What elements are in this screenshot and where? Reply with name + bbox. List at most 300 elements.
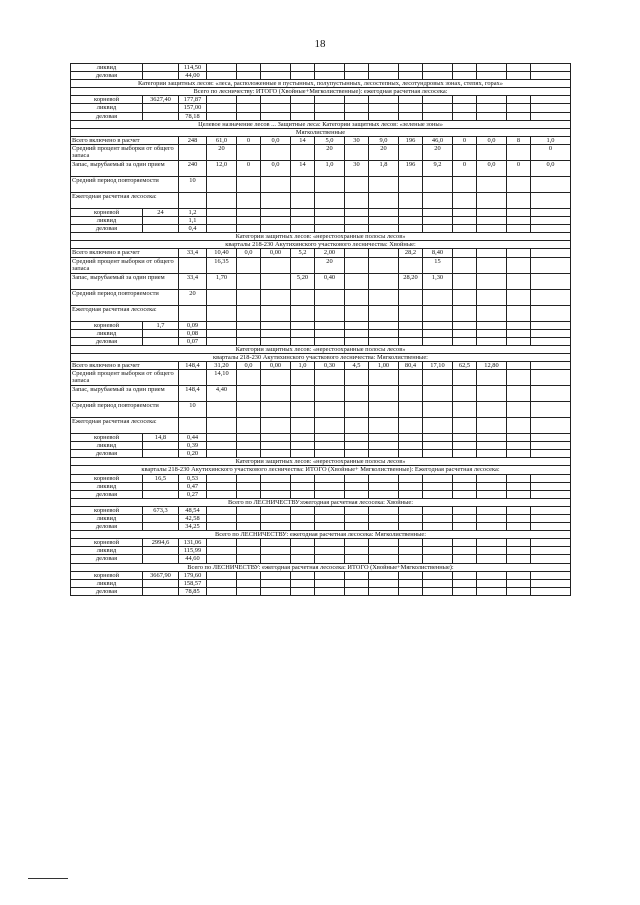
cell-value: [453, 72, 477, 80]
cell-value: 115,99: [179, 547, 207, 555]
table-row: [71, 345, 571, 353]
cell-value: [291, 474, 315, 482]
cell-value: [423, 72, 453, 80]
cell-value: [143, 450, 179, 458]
row-label: Средний период повторяемости: [71, 402, 179, 418]
cell-value: [237, 257, 261, 273]
cell-value: 10,40: [207, 249, 237, 257]
cell-value: [315, 225, 345, 233]
cell-value: 0: [453, 160, 477, 176]
cell-value: [291, 450, 315, 458]
cell-value: [237, 547, 261, 555]
cell-value: [477, 337, 507, 345]
cell-value: [315, 555, 345, 563]
table-row: [71, 208, 571, 216]
cell-value: [143, 337, 179, 345]
cell-value: 80,4: [399, 361, 423, 369]
cell-value: 24: [143, 208, 179, 216]
cell-value: [207, 587, 237, 595]
cell-value: [345, 217, 369, 225]
cell-value: [531, 579, 571, 587]
cell-value: [507, 571, 531, 579]
table-row: [71, 96, 571, 104]
row-label: Средний процент выборки от общего запаса: [71, 144, 179, 160]
cell-value: [477, 112, 507, 120]
cell-value: [261, 208, 291, 216]
cell-value: [261, 434, 291, 442]
cell-value: [143, 579, 179, 587]
cell-value: 148,4: [179, 361, 207, 369]
table-row: [71, 450, 571, 458]
cell-value: [345, 547, 369, 555]
cell-value: 0,0: [261, 136, 291, 144]
cell-value: [399, 225, 423, 233]
table-row: [71, 571, 571, 579]
cell-value: [399, 587, 423, 595]
table-row: [71, 458, 571, 466]
row-label: Средний процент выборки от общего запаса: [71, 257, 179, 273]
cell-value: [207, 579, 237, 587]
row-label: ликвид: [71, 64, 143, 72]
cell-value: [423, 96, 453, 104]
cell-value: [399, 555, 423, 563]
cell-value: [143, 547, 179, 555]
cell-value: [399, 257, 423, 273]
cell-value: [531, 474, 571, 482]
cell-value: [453, 571, 477, 579]
cell-value: [399, 547, 423, 555]
cell-value: [315, 442, 345, 450]
cell-value: [261, 217, 291, 225]
cell-value: [423, 579, 453, 587]
cell-value: [237, 176, 261, 192]
cell-value: [399, 418, 423, 434]
cell-value: [315, 547, 345, 555]
cell-value: [399, 96, 423, 104]
cell-value: [207, 555, 237, 563]
cell-value: [423, 474, 453, 482]
cell-value: [291, 217, 315, 225]
cell-value: [453, 257, 477, 273]
cell-value: [345, 587, 369, 595]
cell-value: [237, 579, 261, 587]
cell-value: [369, 506, 399, 514]
section-heading: кварталы 218-230 Акутихинского участкового лесничества: ИТОГО (Хвойные+ Мягколиственные): Ежегодная расчетная лесосека:: [71, 466, 571, 474]
cell-value: [507, 176, 531, 192]
cell-value: 8: [507, 136, 531, 144]
cell-value: [237, 386, 261, 402]
cell-value: [237, 305, 261, 321]
row-label: Всего включено в расчет: [71, 361, 179, 369]
cell-value: 78,18: [179, 112, 207, 120]
cell-value: [477, 72, 507, 80]
cell-value: [477, 273, 507, 289]
cell-value: 4,5: [345, 361, 369, 369]
table-row: [71, 418, 571, 434]
cell-value: [345, 192, 369, 208]
cell-value: [453, 523, 477, 531]
cell-value: [531, 208, 571, 216]
cell-value: [291, 555, 315, 563]
table-row: [71, 329, 571, 337]
cell-value: [207, 321, 237, 329]
cell-value: [399, 208, 423, 216]
cell-value: [477, 579, 507, 587]
cell-value: [237, 289, 261, 305]
cell-value: [261, 571, 291, 579]
cell-value: [453, 144, 477, 160]
cell-value: [345, 112, 369, 120]
cell-value: [423, 192, 453, 208]
table-row: [71, 539, 571, 547]
row-label: Ежегодная расчетная лесосека:: [71, 192, 179, 208]
cell-value: [399, 571, 423, 579]
cell-value: 48,54: [179, 506, 207, 514]
cell-value: [345, 386, 369, 402]
cell-value: [507, 225, 531, 233]
cell-value: [423, 434, 453, 442]
cell-value: [453, 64, 477, 72]
table-row: [71, 361, 571, 369]
cell-value: [207, 434, 237, 442]
cell-value: [315, 329, 345, 337]
cell-value: [531, 192, 571, 208]
cell-value: [315, 539, 345, 547]
row-label: ликвид: [71, 547, 143, 555]
cell-value: [207, 337, 237, 345]
row-label: ликвид: [71, 329, 143, 337]
cell-value: [237, 144, 261, 160]
cell-value: [477, 482, 507, 490]
cell-value: [531, 72, 571, 80]
cell-value: 4,40: [207, 386, 237, 402]
row-label: деловая: [71, 225, 143, 233]
cell-value: [345, 370, 369, 386]
cell-value: [531, 402, 571, 418]
cell-value: 9,2: [423, 160, 453, 176]
cell-value: [507, 547, 531, 555]
cell-value: [207, 176, 237, 192]
cell-value: [531, 112, 571, 120]
cell-value: [531, 442, 571, 450]
cell-value: [477, 144, 507, 160]
cell-value: [207, 515, 237, 523]
cell-value: [369, 547, 399, 555]
cell-value: [143, 112, 179, 120]
cell-value: [237, 329, 261, 337]
cell-value: [345, 72, 369, 80]
cell-value: [399, 289, 423, 305]
cell-value: 0,47: [179, 482, 207, 490]
cell-value: [237, 337, 261, 345]
table-row: [71, 160, 571, 176]
cell-value: [261, 176, 291, 192]
cell-value: 20: [423, 144, 453, 160]
cell-value: [531, 386, 571, 402]
cell-value: [507, 72, 531, 80]
table-row: [71, 289, 571, 305]
cell-value: [477, 571, 507, 579]
cell-value: [143, 329, 179, 337]
row-label: ликвид: [71, 515, 143, 523]
cell-value: [345, 104, 369, 112]
cell-value: [477, 305, 507, 321]
cell-value: [531, 506, 571, 514]
cell-value: [531, 418, 571, 434]
cell-value: [345, 418, 369, 434]
cell-value: [207, 217, 237, 225]
row-label: Всего включено в расчет: [71, 136, 179, 144]
table-row: [71, 88, 571, 96]
cell-value: [507, 289, 531, 305]
cell-value: [261, 305, 291, 321]
cell-value: [315, 587, 345, 595]
cell-value: [345, 273, 369, 289]
row-label: ликвид: [71, 442, 143, 450]
cell-value: [453, 249, 477, 257]
cell-value: [261, 96, 291, 104]
cell-value: [143, 555, 179, 563]
cell-value: 0,20: [179, 450, 207, 458]
row-label: корневой: [71, 571, 143, 579]
cell-value: [237, 418, 261, 434]
cell-value: [477, 515, 507, 523]
cell-value: [477, 402, 507, 418]
cell-value: [399, 515, 423, 523]
row-label: корневой: [71, 434, 143, 442]
cell-value: [261, 506, 291, 514]
cell-value: [507, 515, 531, 523]
cell-value: [369, 515, 399, 523]
row-label: деловая: [71, 72, 143, 80]
cell-value: [237, 450, 261, 458]
cell-value: [477, 547, 507, 555]
cell-value: [179, 144, 207, 160]
table-row: [71, 120, 571, 128]
cell-value: [315, 579, 345, 587]
cell-value: [261, 225, 291, 233]
cell-value: [477, 418, 507, 434]
cell-value: [291, 442, 315, 450]
row-label: деловая: [71, 112, 143, 120]
cell-value: [179, 192, 207, 208]
cell-value: 114,50: [179, 64, 207, 72]
cell-value: [315, 208, 345, 216]
cell-value: [369, 442, 399, 450]
cell-value: [369, 257, 399, 273]
cell-value: [399, 442, 423, 450]
cell-value: [291, 370, 315, 386]
cell-value: [369, 555, 399, 563]
cell-value: [531, 257, 571, 273]
table-row: [71, 547, 571, 555]
cell-value: [399, 370, 423, 386]
cell-value: 177,87: [179, 96, 207, 104]
cell-value: [399, 337, 423, 345]
cell-value: [423, 547, 453, 555]
cell-value: [345, 305, 369, 321]
cell-value: [345, 64, 369, 72]
cell-value: [315, 104, 345, 112]
cell-value: [507, 474, 531, 482]
cell-value: [369, 337, 399, 345]
table-row: [71, 506, 571, 514]
cell-value: 0,39: [179, 442, 207, 450]
row-label: Ежегодная расчетная лесосека:: [71, 418, 179, 434]
cell-value: [507, 450, 531, 458]
cell-value: [237, 192, 261, 208]
cell-value: [315, 418, 345, 434]
cell-value: 5,0: [315, 136, 345, 144]
cell-value: [237, 515, 261, 523]
cell-value: [423, 64, 453, 72]
cell-value: [143, 515, 179, 523]
table-row: [71, 370, 571, 386]
cell-value: 14: [291, 160, 315, 176]
cell-value: [369, 192, 399, 208]
cell-value: [261, 144, 291, 160]
cell-value: [477, 490, 507, 498]
cell-value: 0,00: [261, 249, 291, 257]
cell-value: [531, 523, 571, 531]
cell-value: [399, 434, 423, 442]
cell-value: [423, 112, 453, 120]
cell-value: 0,53: [179, 474, 207, 482]
cell-value: [369, 112, 399, 120]
row-label: Средний процент выборки от общего запаса: [71, 370, 179, 386]
cell-value: [291, 208, 315, 216]
cell-value: [453, 490, 477, 498]
cell-value: [369, 225, 399, 233]
cell-value: [531, 217, 571, 225]
cell-value: [237, 434, 261, 442]
row-label: Запас, вырубаемый за один прием: [71, 386, 179, 402]
cell-value: [531, 450, 571, 458]
cell-value: [507, 273, 531, 289]
cell-value: 20: [369, 144, 399, 160]
cell-value: [453, 289, 477, 305]
cell-value: 0,0: [237, 249, 261, 257]
cell-value: [477, 96, 507, 104]
table-row: [71, 80, 571, 88]
cell-value: [423, 442, 453, 450]
cell-value: [531, 515, 571, 523]
cell-value: [291, 418, 315, 434]
cell-value: [399, 64, 423, 72]
cell-value: [261, 523, 291, 531]
cell-value: [207, 64, 237, 72]
cell-value: [507, 579, 531, 587]
cell-value: 148,4: [179, 386, 207, 402]
cell-value: 61,0: [207, 136, 237, 144]
cell-value: 15: [423, 257, 453, 273]
cell-value: [261, 450, 291, 458]
cell-value: [345, 225, 369, 233]
cell-value: [477, 104, 507, 112]
cell-value: [345, 442, 369, 450]
cell-value: [345, 579, 369, 587]
cell-value: [291, 305, 315, 321]
cell-value: [399, 579, 423, 587]
cell-value: 0: [507, 160, 531, 176]
cell-value: 673,3: [143, 506, 179, 514]
table-row: [71, 112, 571, 120]
cell-value: [423, 225, 453, 233]
cell-value: [453, 225, 477, 233]
row-label: корневой: [71, 321, 143, 329]
cell-value: 2994,6: [143, 539, 179, 547]
cell-value: [237, 370, 261, 386]
section-heading: кварталы 218-230 Акутихинского участкового лесничества: Хвойные:: [71, 241, 571, 249]
cell-value: [507, 321, 531, 329]
cell-value: [399, 329, 423, 337]
table-row: [71, 64, 571, 72]
cell-value: [261, 418, 291, 434]
section-heading: Всего по лесничеству: ИТОГО (Хвойные+Мягколиственные): ежегодная расчетная лесосека:: [71, 88, 571, 96]
cell-value: [237, 112, 261, 120]
cell-value: [507, 402, 531, 418]
cell-value: [477, 370, 507, 386]
cell-value: [261, 273, 291, 289]
table-row: [71, 176, 571, 192]
section-heading: Категории защитных лесов: «нерестоохранные полосы лесов»: [71, 233, 571, 241]
cell-value: [207, 104, 237, 112]
cell-value: 9,0: [369, 136, 399, 144]
table-row: [71, 482, 571, 490]
cell-value: 1,0: [531, 136, 571, 144]
cell-value: [143, 587, 179, 595]
cell-value: [261, 192, 291, 208]
cell-value: [531, 539, 571, 547]
cell-value: [369, 579, 399, 587]
cell-value: [291, 321, 315, 329]
cell-value: 2,00: [315, 249, 345, 257]
cell-value: [345, 208, 369, 216]
table-row: [71, 555, 571, 563]
cell-value: [507, 329, 531, 337]
cell-value: [507, 337, 531, 345]
table-row: [71, 128, 571, 136]
cell-value: 196: [399, 136, 423, 144]
row-label: ликвид: [71, 217, 143, 225]
cell-value: [345, 515, 369, 523]
section-heading: Всего по ЛЕСНИЧЕСТВУ: ежегодная расчетная лесосека: Мягколиственные:: [71, 531, 571, 539]
cell-value: [315, 515, 345, 523]
cell-value: [291, 225, 315, 233]
row-label: деловая: [71, 490, 143, 498]
cell-value: 10: [179, 176, 207, 192]
cell-value: [179, 257, 207, 273]
table-row: [71, 466, 571, 474]
cell-value: [261, 370, 291, 386]
cell-value: 0,00: [261, 361, 291, 369]
cell-value: [207, 547, 237, 555]
cell-value: 179,60: [179, 571, 207, 579]
cell-value: [531, 337, 571, 345]
cell-value: 8,40: [423, 249, 453, 257]
cell-value: [315, 571, 345, 579]
cell-value: [531, 555, 571, 563]
cell-value: [237, 539, 261, 547]
cell-value: [399, 321, 423, 329]
cell-value: [345, 289, 369, 305]
cell-value: [477, 176, 507, 192]
cell-value: 42,58: [179, 515, 207, 523]
cell-value: [453, 482, 477, 490]
cell-value: [345, 402, 369, 418]
cell-value: 30: [345, 136, 369, 144]
cell-value: 240: [179, 160, 207, 176]
